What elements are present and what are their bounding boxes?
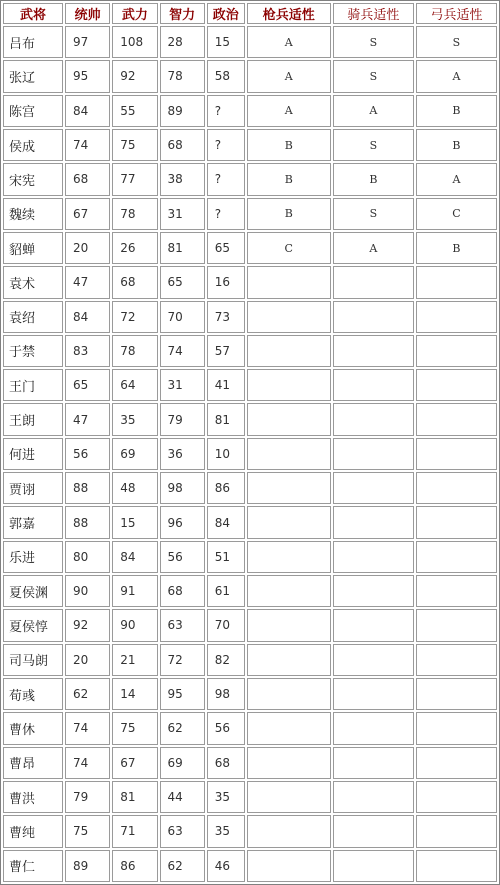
table-row bbox=[3, 609, 497, 641]
command-cell: 68 bbox=[65, 163, 110, 195]
force-cell: 90 bbox=[112, 609, 157, 641]
general-name-cell: 王朗 bbox=[3, 403, 63, 435]
spear-aptitude-cell bbox=[247, 781, 331, 813]
table-row bbox=[3, 541, 497, 573]
force-cell: 71 bbox=[112, 815, 157, 847]
force-cell: 91 bbox=[112, 575, 157, 607]
general-name-cell: 曹洪 bbox=[3, 781, 63, 813]
cavalry-aptitude-cell bbox=[333, 403, 414, 435]
spear-aptitude-cell bbox=[247, 678, 331, 710]
bow-aptitude-cell bbox=[416, 678, 497, 710]
header-spear-aptitude: 枪兵适性 bbox=[247, 3, 331, 24]
bow-aptitude-cell bbox=[416, 472, 497, 504]
general-name-cell: 夏侯渊 bbox=[3, 575, 63, 607]
spear-aptitude-cell: B bbox=[247, 163, 331, 195]
intelligence-cell: 28 bbox=[160, 26, 205, 58]
command-cell: 47 bbox=[65, 266, 110, 298]
spear-aptitude-cell bbox=[247, 266, 331, 298]
spear-aptitude-cell bbox=[247, 438, 331, 470]
spear-aptitude-cell bbox=[247, 609, 331, 641]
intelligence-cell: 56 bbox=[160, 541, 205, 573]
cavalry-aptitude-cell bbox=[333, 644, 414, 676]
command-cell: 95 bbox=[65, 60, 110, 92]
general-name-cell: 夏侯惇 bbox=[3, 609, 63, 641]
bow-aptitude-cell bbox=[416, 301, 497, 333]
bow-aptitude-cell: B bbox=[416, 95, 497, 127]
intelligence-cell: 95 bbox=[160, 678, 205, 710]
spear-aptitude-cell bbox=[247, 369, 331, 401]
general-name-cell: 司马朗 bbox=[3, 644, 63, 676]
politics-cell: 10 bbox=[207, 438, 245, 470]
politics-cell: 51 bbox=[207, 541, 245, 573]
command-cell: 84 bbox=[65, 95, 110, 127]
intelligence-cell: 38 bbox=[160, 163, 205, 195]
spear-aptitude-cell: C bbox=[247, 232, 331, 264]
command-cell: 74 bbox=[65, 747, 110, 779]
table-row bbox=[3, 301, 497, 333]
bow-aptitude-cell bbox=[416, 541, 497, 573]
bow-aptitude-cell: A bbox=[416, 163, 497, 195]
bow-aptitude-cell: B bbox=[416, 232, 497, 264]
cavalry-aptitude-cell bbox=[333, 472, 414, 504]
intelligence-cell: 69 bbox=[160, 747, 205, 779]
spear-aptitude-cell: A bbox=[247, 60, 331, 92]
cavalry-aptitude-cell bbox=[333, 850, 414, 883]
bow-aptitude-cell bbox=[416, 747, 497, 779]
table-row bbox=[3, 644, 497, 676]
table-row bbox=[3, 95, 497, 127]
politics-cell: 61 bbox=[207, 575, 245, 607]
politics-cell: 15 bbox=[207, 26, 245, 58]
command-cell: 88 bbox=[65, 506, 110, 538]
table-row bbox=[3, 163, 497, 195]
header-force: 武力 bbox=[112, 3, 157, 24]
cavalry-aptitude-cell bbox=[333, 506, 414, 538]
command-cell: 90 bbox=[65, 575, 110, 607]
bow-aptitude-cell: C bbox=[416, 198, 497, 230]
spear-aptitude-cell bbox=[247, 403, 331, 435]
general-name-cell: 袁绍 bbox=[3, 301, 63, 333]
cavalry-aptitude-cell: S bbox=[333, 26, 414, 58]
table-row bbox=[3, 781, 497, 813]
force-cell: 67 bbox=[112, 747, 157, 779]
politics-cell: 35 bbox=[207, 815, 245, 847]
intelligence-cell: 79 bbox=[160, 403, 205, 435]
force-cell: 78 bbox=[112, 335, 157, 367]
command-cell: 89 bbox=[65, 850, 110, 883]
bow-aptitude-cell bbox=[416, 506, 497, 538]
cavalry-aptitude-cell bbox=[333, 266, 414, 298]
table-row bbox=[3, 747, 497, 779]
force-cell: 14 bbox=[112, 678, 157, 710]
force-cell: 81 bbox=[112, 781, 157, 813]
spear-aptitude-cell bbox=[247, 541, 331, 573]
cavalry-aptitude-cell: B bbox=[333, 163, 414, 195]
politics-cell: ? bbox=[207, 198, 245, 230]
general-name-cell: 于禁 bbox=[3, 335, 63, 367]
command-cell: 65 bbox=[65, 369, 110, 401]
spear-aptitude-cell bbox=[247, 747, 331, 779]
cavalry-aptitude-cell: A bbox=[333, 95, 414, 127]
header-bow-aptitude: 弓兵适性 bbox=[416, 3, 497, 24]
politics-cell: 82 bbox=[207, 644, 245, 676]
table-row bbox=[3, 712, 497, 744]
force-cell: 35 bbox=[112, 403, 157, 435]
table-row bbox=[3, 232, 497, 264]
spear-aptitude-cell bbox=[247, 506, 331, 538]
spear-aptitude-cell bbox=[247, 472, 331, 504]
politics-cell: ? bbox=[207, 95, 245, 127]
spear-aptitude-cell: B bbox=[247, 198, 331, 230]
table-row bbox=[3, 678, 497, 710]
header-politics: 政治 bbox=[207, 3, 245, 24]
force-cell: 55 bbox=[112, 95, 157, 127]
force-cell: 69 bbox=[112, 438, 157, 470]
spear-aptitude-cell bbox=[247, 335, 331, 367]
cavalry-aptitude-cell: S bbox=[333, 60, 414, 92]
politics-cell: 84 bbox=[207, 506, 245, 538]
general-name-cell: 魏续 bbox=[3, 198, 63, 230]
spear-aptitude-cell bbox=[247, 850, 331, 883]
force-cell: 48 bbox=[112, 472, 157, 504]
table-row bbox=[3, 575, 497, 607]
force-cell: 75 bbox=[112, 129, 157, 161]
command-cell: 74 bbox=[65, 129, 110, 161]
general-name-cell: 袁术 bbox=[3, 266, 63, 298]
command-cell: 75 bbox=[65, 815, 110, 847]
intelligence-cell: 63 bbox=[160, 609, 205, 641]
command-cell: 88 bbox=[65, 472, 110, 504]
politics-cell: 16 bbox=[207, 266, 245, 298]
intelligence-cell: 31 bbox=[160, 198, 205, 230]
force-cell: 26 bbox=[112, 232, 157, 264]
table-row bbox=[3, 129, 497, 161]
intelligence-cell: 68 bbox=[160, 129, 205, 161]
politics-cell: 73 bbox=[207, 301, 245, 333]
general-name-cell: 曹昂 bbox=[3, 747, 63, 779]
intelligence-cell: 98 bbox=[160, 472, 205, 504]
intelligence-cell: 72 bbox=[160, 644, 205, 676]
cavalry-aptitude-cell bbox=[333, 815, 414, 847]
force-cell: 75 bbox=[112, 712, 157, 744]
table-row bbox=[3, 369, 497, 401]
intelligence-cell: 44 bbox=[160, 781, 205, 813]
politics-cell: 65 bbox=[207, 232, 245, 264]
politics-cell: 70 bbox=[207, 609, 245, 641]
general-name-cell: 吕布 bbox=[3, 26, 63, 58]
general-name-cell: 陈宫 bbox=[3, 95, 63, 127]
general-name-cell: 张辽 bbox=[3, 60, 63, 92]
cavalry-aptitude-cell bbox=[333, 335, 414, 367]
table-row bbox=[3, 438, 497, 470]
cavalry-aptitude-cell bbox=[333, 712, 414, 744]
force-cell: 78 bbox=[112, 198, 157, 230]
force-cell: 21 bbox=[112, 644, 157, 676]
general-name-cell: 荀彧 bbox=[3, 678, 63, 710]
force-cell: 15 bbox=[112, 506, 157, 538]
bow-aptitude-cell bbox=[416, 438, 497, 470]
command-cell: 84 bbox=[65, 301, 110, 333]
force-cell: 68 bbox=[112, 266, 157, 298]
politics-cell: 35 bbox=[207, 781, 245, 813]
spear-aptitude-cell bbox=[247, 575, 331, 607]
bow-aptitude-cell bbox=[416, 609, 497, 641]
politics-cell: 56 bbox=[207, 712, 245, 744]
politics-cell: ? bbox=[207, 163, 245, 195]
force-cell: 77 bbox=[112, 163, 157, 195]
politics-cell: 58 bbox=[207, 60, 245, 92]
cavalry-aptitude-cell bbox=[333, 781, 414, 813]
bow-aptitude-cell bbox=[416, 335, 497, 367]
cavalry-aptitude-cell bbox=[333, 747, 414, 779]
intelligence-cell: 96 bbox=[160, 506, 205, 538]
force-cell: 92 bbox=[112, 60, 157, 92]
bow-aptitude-cell bbox=[416, 781, 497, 813]
command-cell: 20 bbox=[65, 232, 110, 264]
general-name-cell: 侯成 bbox=[3, 129, 63, 161]
header-cavalry-aptitude: 骑兵适性 bbox=[333, 3, 414, 24]
table-row bbox=[3, 60, 497, 92]
general-name-cell: 曹休 bbox=[3, 712, 63, 744]
table-row bbox=[3, 472, 497, 504]
spear-aptitude-cell bbox=[247, 644, 331, 676]
table-row bbox=[3, 26, 497, 58]
bow-aptitude-cell bbox=[416, 850, 497, 883]
header-intelligence: 智力 bbox=[160, 3, 205, 24]
bow-aptitude-cell bbox=[416, 403, 497, 435]
force-cell: 86 bbox=[112, 850, 157, 883]
cavalry-aptitude-cell bbox=[333, 609, 414, 641]
cavalry-aptitude-cell: S bbox=[333, 198, 414, 230]
cavalry-aptitude-cell: A bbox=[333, 232, 414, 264]
header-general: 武将 bbox=[3, 3, 63, 24]
spear-aptitude-cell: A bbox=[247, 26, 331, 58]
cavalry-aptitude-cell: S bbox=[333, 129, 414, 161]
intelligence-cell: 31 bbox=[160, 369, 205, 401]
command-cell: 83 bbox=[65, 335, 110, 367]
bow-aptitude-cell bbox=[416, 266, 497, 298]
politics-cell: 81 bbox=[207, 403, 245, 435]
general-name-cell: 郭嘉 bbox=[3, 506, 63, 538]
intelligence-cell: 74 bbox=[160, 335, 205, 367]
command-cell: 56 bbox=[65, 438, 110, 470]
bow-aptitude-cell: A bbox=[416, 60, 497, 92]
command-cell: 79 bbox=[65, 781, 110, 813]
general-name-cell: 曹纯 bbox=[3, 815, 63, 847]
table-row bbox=[3, 403, 497, 435]
table-row bbox=[3, 506, 497, 538]
politics-cell: 68 bbox=[207, 747, 245, 779]
general-name-cell: 貂蝉 bbox=[3, 232, 63, 264]
intelligence-cell: 62 bbox=[160, 712, 205, 744]
intelligence-cell: 68 bbox=[160, 575, 205, 607]
spear-aptitude-cell bbox=[247, 712, 331, 744]
intelligence-cell: 89 bbox=[160, 95, 205, 127]
header-command: 统帅 bbox=[65, 3, 110, 24]
intelligence-cell: 36 bbox=[160, 438, 205, 470]
command-cell: 92 bbox=[65, 609, 110, 641]
cavalry-aptitude-cell bbox=[333, 541, 414, 573]
intelligence-cell: 62 bbox=[160, 850, 205, 883]
table-row bbox=[3, 266, 497, 298]
command-cell: 62 bbox=[65, 678, 110, 710]
bow-aptitude-cell: B bbox=[416, 129, 497, 161]
politics-cell: 86 bbox=[207, 472, 245, 504]
command-cell: 47 bbox=[65, 403, 110, 435]
general-name-cell: 何进 bbox=[3, 438, 63, 470]
command-cell: 67 bbox=[65, 198, 110, 230]
cavalry-aptitude-cell bbox=[333, 369, 414, 401]
bow-aptitude-cell: S bbox=[416, 26, 497, 58]
intelligence-cell: 63 bbox=[160, 815, 205, 847]
spear-aptitude-cell: A bbox=[247, 95, 331, 127]
table-body bbox=[3, 26, 497, 882]
spear-aptitude-cell bbox=[247, 815, 331, 847]
command-cell: 74 bbox=[65, 712, 110, 744]
cavalry-aptitude-cell bbox=[333, 678, 414, 710]
bow-aptitude-cell bbox=[416, 369, 497, 401]
table-row bbox=[3, 335, 497, 367]
bow-aptitude-cell bbox=[416, 815, 497, 847]
command-cell: 97 bbox=[65, 26, 110, 58]
command-cell: 80 bbox=[65, 541, 110, 573]
header-row bbox=[3, 3, 497, 24]
spear-aptitude-cell bbox=[247, 301, 331, 333]
politics-cell: 57 bbox=[207, 335, 245, 367]
cavalry-aptitude-cell bbox=[333, 438, 414, 470]
bow-aptitude-cell bbox=[416, 712, 497, 744]
intelligence-cell: 70 bbox=[160, 301, 205, 333]
intelligence-cell: 65 bbox=[160, 266, 205, 298]
politics-cell: 46 bbox=[207, 850, 245, 883]
general-name-cell: 乐进 bbox=[3, 541, 63, 573]
general-name-cell: 曹仁 bbox=[3, 850, 63, 883]
force-cell: 64 bbox=[112, 369, 157, 401]
force-cell: 72 bbox=[112, 301, 157, 333]
command-cell: 20 bbox=[65, 644, 110, 676]
table-row bbox=[3, 198, 497, 230]
general-name-cell: 王门 bbox=[3, 369, 63, 401]
cavalry-aptitude-cell bbox=[333, 301, 414, 333]
cavalry-aptitude-cell bbox=[333, 575, 414, 607]
general-name-cell: 宋宪 bbox=[3, 163, 63, 195]
bow-aptitude-cell bbox=[416, 575, 497, 607]
force-cell: 84 bbox=[112, 541, 157, 573]
intelligence-cell: 81 bbox=[160, 232, 205, 264]
politics-cell: ? bbox=[207, 129, 245, 161]
bow-aptitude-cell bbox=[416, 644, 497, 676]
table-row bbox=[3, 815, 497, 847]
general-name-cell: 贾诩 bbox=[3, 472, 63, 504]
spear-aptitude-cell: B bbox=[247, 129, 331, 161]
politics-cell: 41 bbox=[207, 369, 245, 401]
table-row bbox=[3, 850, 497, 883]
force-cell: 108 bbox=[112, 26, 157, 58]
intelligence-cell: 78 bbox=[160, 60, 205, 92]
politics-cell: 98 bbox=[207, 678, 245, 710]
